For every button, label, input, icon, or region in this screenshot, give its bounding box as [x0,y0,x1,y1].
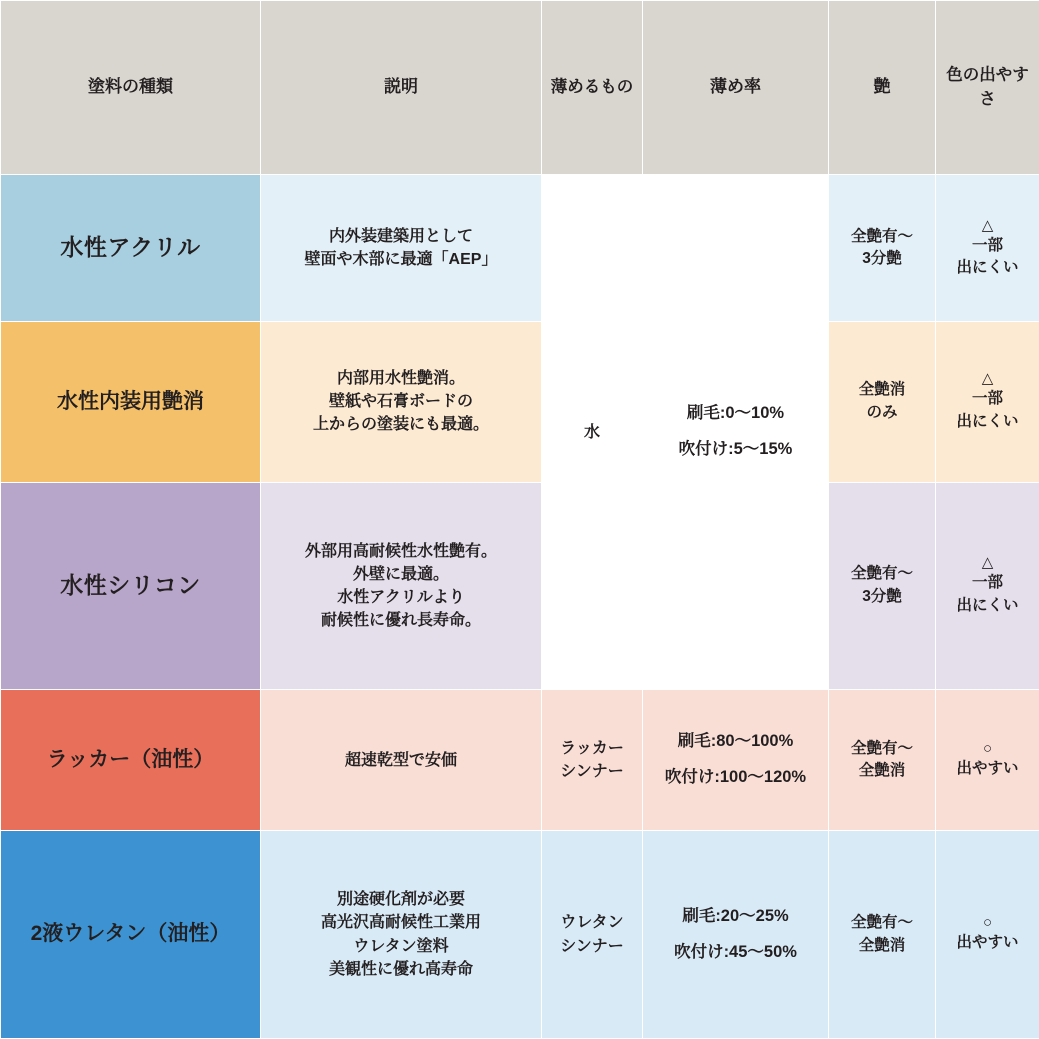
description-line: 内外装建築用として [328,227,473,245]
color-ease-line: 一部 [971,236,1003,254]
color-ease-mark: ○ [982,914,993,932]
cell-thinner [542,831,643,1039]
thinner-line: ウレタン [560,914,624,932]
description-line: 超速乾型で安価 [344,751,457,769]
description-line: 壁面や木部に最適「AEP」 [304,250,498,268]
table-row [1,831,1039,1039]
color-ease-line: 出やすい [956,760,1019,777]
color-ease-mark: △ [981,370,994,388]
header-dilution-rate: 薄め率 [643,1,829,175]
gloss-line: 全艶消 [858,936,906,954]
cell-thinner-water: 水 [542,175,643,690]
cell-color-ease [936,831,1039,1039]
table-row [1,482,1039,690]
thinner-line: ラッカー [560,740,624,758]
color-ease-mark: ○ [982,740,993,757]
cell-color-ease [936,321,1039,482]
description-line: 別途硬化剤が必要 [336,891,465,909]
gloss-line: 全艶有〜 [850,739,913,757]
gloss-line: 全艶有〜 [850,565,913,583]
table-row [1,175,1039,322]
cell-dilution [643,690,829,831]
table-body [1,175,1039,1039]
color-ease-mark: △ [981,554,994,572]
dilution-line: 刷毛:0〜10% [686,404,785,423]
cell-gloss [829,482,936,690]
dilution-line: 吹付け:5〜15% [678,440,793,459]
table-row [1,321,1039,482]
cell-thinner [542,690,643,831]
cell-gloss [829,831,936,1039]
table-row [1,690,1039,831]
gloss-line: 3分艶 [862,587,902,605]
description-line: 外部用高耐候性水性艶有。 [304,542,497,560]
cell-dilution [643,831,829,1039]
gloss-line: 全艶有〜 [850,227,913,245]
header-thinner: 薄めるもの [542,1,643,175]
description-line: 内部用水性艶消。 [336,369,465,387]
table-header [1,1,1039,175]
description-line: 壁紙や石膏ボードの [328,393,473,411]
description-line: 耐候性に優れ長寿命。 [320,612,481,630]
cell-gloss [829,321,936,482]
gloss-line: のみ [866,403,898,421]
color-ease-line: 出やすい [956,934,1019,952]
dilution-line: 吹付け:45〜50% [674,942,797,961]
description-line: 水性アクリルより [337,588,465,606]
color-ease-line: 出にくい [956,596,1019,614]
cell-paint-type: ラッカー（油性） [1,690,261,831]
description-line: 高光沢高耐候性工業用 [320,914,481,932]
dilution-line: 刷毛:20〜25% [682,906,789,925]
cell-color-ease [936,482,1039,690]
cell-description [261,175,542,322]
gloss-line: 全艶消 [858,762,906,780]
color-ease-line: 一部 [971,574,1003,592]
header-color-ease: 色の出やすさ [936,1,1039,175]
gloss-line: 全艶有〜 [850,914,913,932]
cell-gloss [829,690,936,831]
description-line: 美観性に優れ高寿命 [328,960,473,978]
header-description: 説明 [261,1,542,175]
cell-color-ease [936,690,1039,831]
cell-description [261,831,542,1039]
cell-gloss [829,175,936,322]
description-line: 外壁に最適。 [352,565,449,583]
cell-description [261,321,542,482]
header-gloss: 艶 [829,1,936,175]
cell-paint-type: 水性シリコン [1,482,261,690]
color-ease-mark: △ [981,216,994,234]
dilution-line: 刷毛:80〜100% [677,732,794,751]
cell-dilution-water [643,175,829,690]
cell-color-ease [936,175,1039,322]
color-ease-line: 出にくい [956,412,1019,430]
header-paint-type: 塗料の種類 [1,1,261,175]
thinner-line: シンナー [560,763,624,781]
header-row [1,1,1039,175]
thinner-line: シンナー [560,937,624,955]
cell-paint-type: 水性アクリル [1,175,261,322]
gloss-line: 3分艶 [862,249,902,267]
cell-paint-type: 水性内装用艶消 [1,321,261,482]
cell-description [261,690,542,831]
description-line: ウレタン塗料 [353,937,449,955]
gloss-line: 全艶消 [858,381,906,399]
cell-description [261,482,542,690]
color-ease-line: 一部 [971,390,1003,408]
color-ease-line: 出にくい [956,258,1019,276]
cell-paint-type: 2液ウレタン（油性） [1,831,261,1039]
dilution-line: 吹付け:100〜120% [664,768,807,787]
description-line: 上からの塗装にも最適。 [312,416,489,434]
